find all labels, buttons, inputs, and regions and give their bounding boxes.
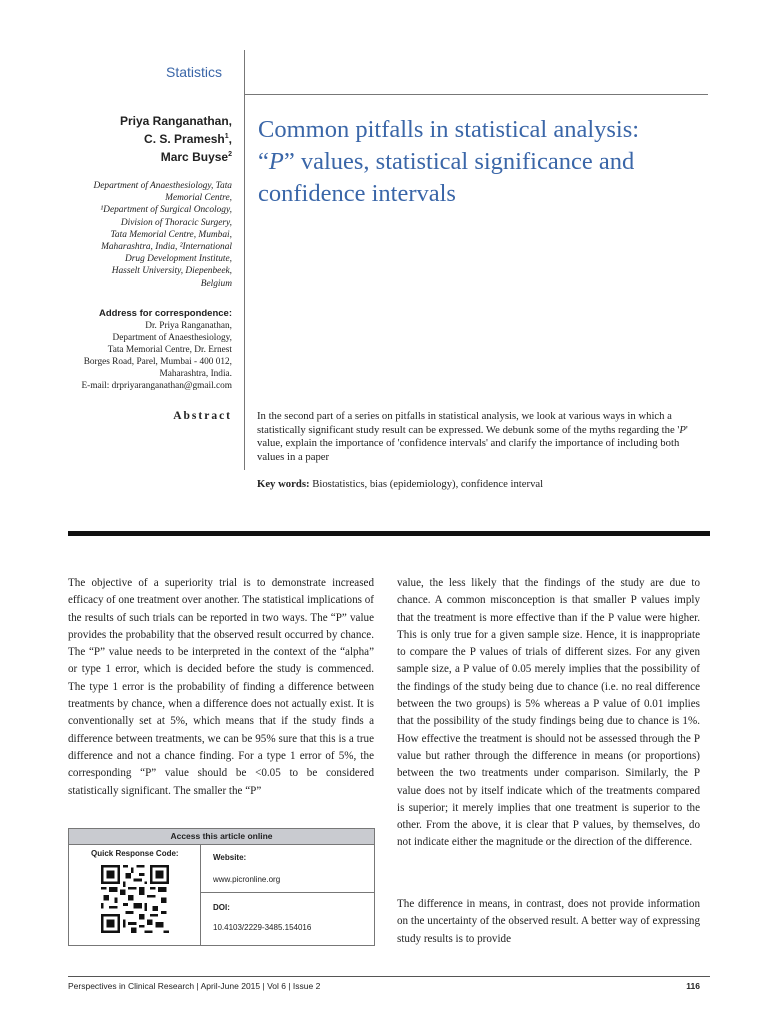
author-list: [120, 114, 232, 165]
author-3: Marc Buyse$^2$: [160, 150, 232, 164]
doi-link[interactable]: 10.4103/2229-3485.154016: [213, 923, 312, 932]
keywords: Key words: Biostatistics, bias (epidemiology), confidence interval: [257, 478, 544, 490]
footer-divider: [68, 976, 710, 977]
vertical-divider: [244, 50, 245, 470]
box-divider: [201, 892, 374, 893]
affiliations: Department of Anaesthesiology, Tata Memorial Centre, ¹Department of Surgical Oncology, Division of Thoracic Surgery, Tata Memorial Centre, Mumbai, Maharashtra, India, ²International Drug Development Institute, Hasselt University, Diepenbeek, Belgium: [93, 181, 232, 289]
correspondence-email[interactable]: E-mail: drpriyaranganathan@gmail.com: [81, 381, 232, 391]
author-2: C. S. Pramesh$^1$,: [144, 132, 232, 146]
correspondence-heading: Address for correspondence:: [98, 308, 232, 319]
body-column-2-paragraph-2: The difference in means, in contrast, does not provide information on the uncertainty of the observed result. A better way of expressing study results is to provide: [397, 898, 700, 945]
website-link[interactable]: www.picronline.org: [213, 875, 281, 884]
body-column-1: The objective of a superiority trial is to demonstrate increased efficacy of one treatment over another. The statistical implications of the results of such trials can be reported in two ways. The “P” value provides the probability that the observed result occurred by chance. The “P” value needs to be interpreted in the context of the “alpha” or type 1 error, which is decided before the study is commenced. The type 1 error is the probability of finding a difference between treatments by chance, when a difference does not actually exist. It is conventionally set at 5%, which means that if the study finds a difference between treatments, we can be 95% sure that this is a true difference and not a chance finding. For a type 1 error of 5%, the corresponding “P” value should be <0.05 to be considered statistically significant. The smaller the “P”: [68, 577, 374, 797]
article-title: Common pitfalls in statistical analysis: “P” values, statistical significance and confidence intervals: [258, 116, 640, 207]
header-divider: [244, 94, 708, 95]
page-number: 116: [686, 981, 700, 991]
website-label: Website:: [213, 853, 247, 862]
section-label: Statistics: [166, 64, 223, 80]
body-column-2: value, the less likely that the findings of the study are due to chance. A common misconception is that smaller P values imply that the treatment is more effective than if the P value were higher. This is only true for a given sample size. Hence, it is inappropriate to compare the P values of trials of different sizes. For any given sample size, a P value of 0.05 merely implies that the possibility of the findings of the study being due to chance (i.e. no real difference between the two groups) is 5% whereas a P value of 0.01 implies that the possibility of the study findings being due to chance is 1%. How effective the treatment is should not be assessed through the P value but rather through the difference in means (or proportions) between the two treatments under comparison. Similarly, the P value does not by itself indicate which of the treatments compared is superior; it merely implies that one treatment is superior to the other. From the above, it is clear that P values, by themselves, do not indicate either the magnitude or the direction of the difference.: [397, 577, 700, 849]
section-divider: [68, 531, 710, 536]
author-1: Priya Ranganathan,: [119, 114, 232, 128]
correspondence-address: Dr. Priya Ranganathan, Department of Anaesthesiology, Tata Memorial Centre, Dr. Ernest Borges Road, Parel, Mumbai - 400 012, Maharashtra, India. E-mail: drpriyaranganathan@gmail.com: [81, 321, 232, 391]
qr-code-icon[interactable]: [101, 865, 169, 933]
abstract-label: Abstract: [173, 410, 232, 422]
journal-footer: Perspectives in Clinical Research | April-June 2015 | Vol 6 | Issue 2: [68, 981, 321, 991]
doi-label: DOI:: [213, 903, 230, 912]
access-box-heading: Access this article online: [69, 829, 374, 845]
access-article-box: [68, 828, 375, 946]
abstract-text: In the second part of a series on pitfalls in statistical analysis, we look at various ways in which a statistically significant study result can be expressed. We debunk some of the myths regarding the 'P' value, explain the importance of 'confidence intervals' and clarify the importance of including both values in a paper: [257, 410, 688, 463]
qr-label: Quick Response Code:: [91, 849, 179, 858]
